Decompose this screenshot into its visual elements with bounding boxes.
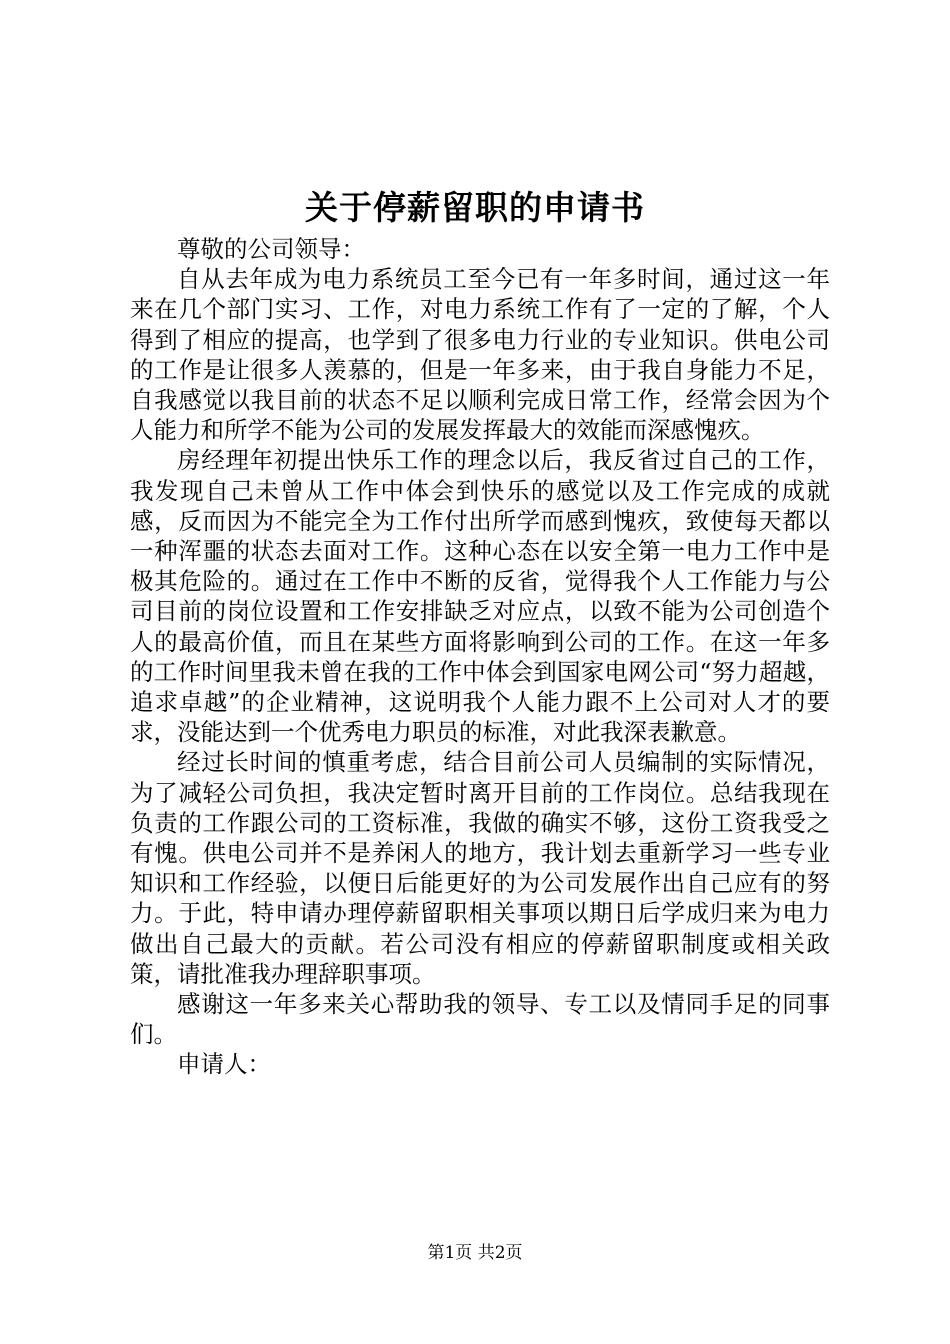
paragraph-1: 自从去年成为电力系统员工至今已有一年多时间，通过这一年来在几个部门实习、工作，对电力系统工作有了一定的了解，个人得到了相应的提高，也学到了很多电力行业的专业知识。供电公司的工作是让很多人羡慕的，但是一年多来，由于我自身能力不足，自我感觉以我目前的状态不足以顺利完成日常工作，经常会因为个人能力和所学不能为公司的发展发挥最大的效能而深感愧疚。 <box>130 265 830 445</box>
signature-line: 申请人： <box>177 1050 271 1079</box>
document-body <box>130 234 830 1080</box>
paragraph-2: 房经理年初提出快乐工作的理念以后，我反省过自己的工作，我发现自己未曾从工作中体会到快乐的感觉以及工作完成的成就感，反而因为不能完全为工作付出所学而感到愧疚，致使每天都以一种浑噩的状态去面对工作。这种心态在以安全第一电力工作中是极其危险的。通过在工作中不断的反省，觉得我个人工作能力与公司目前的岗位设置和工作安排缺乏对应点，以致不能为公司创造个人的最高价值，而且在某些方面将影响到公司的工作。在这一年多的工作时间里我未曾在我的工作中体会到国家电网公司“努力超越，追求卓越”的企业精神，这说明我个人能力跟不上公司对人才的要求，没能达到一个优秀电力职员的标准，对此我深表歉意。 <box>130 446 830 747</box>
document-title: 关于停薪留职的申请书 <box>305 188 645 227</box>
salutation: 尊敬的公司领导： <box>177 235 365 263</box>
paragraph-4: 感谢这一年多来关心帮助我的领导、专工以及情同手足的同事们。 <box>130 990 830 1049</box>
page-footer: 第1页 共2页 <box>427 1243 523 1263</box>
paragraph-3: 经过长时间的慎重考虑，结合目前公司人员编制的实际情况，为了减轻公司负担，我决定暂时离开目前的工作岗位。总结我现在负责的工作跟公司的工资标准，我做的确实不够，这份工资我受之有愧。供电公司并不是养闲人的地方，我计划去重新学习一些专业知识和工作经验，以便日后能更好的为公司发展作出自己应有的努力。于此，特申请办理停薪留职相关事项以期日后学成归来为电力做出自己最大的贡献。若公司没有相应的停薪留职制度或相关政策，请批准我办理辞职事项。 <box>130 748 830 988</box>
